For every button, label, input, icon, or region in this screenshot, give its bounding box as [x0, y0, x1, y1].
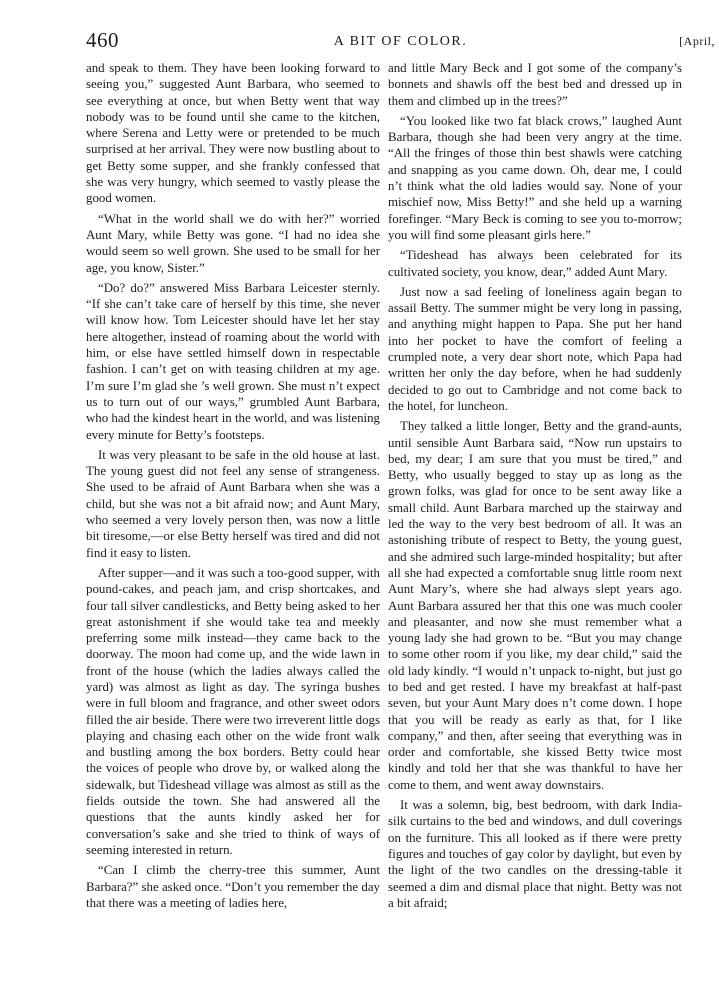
- right-column: [388, 60, 682, 915]
- paragraph: “Tideshead has always been celebrated for its cultivated society, you know, dear,” added Aunt Mary.: [388, 248, 682, 279]
- running-header: [86, 28, 715, 54]
- paragraph: They talked a little longer, Betty and the grand-aunts, until sensible Aunt Barbara said, “Now run upstairs to bed, my dear; I am sure that you must be tired,” and Betty, who usually begged to stay up as long as the grown folks, was glad for once to be sent away like a small child. Aunt Barbara marched up the stairway and led the way to the very best bedroom of all. It was an astonishing tribute of respect to Betty, the young guest, and she admired such large-minded hospitality; but after all she had expected a comfortable snug little room next Aunt Mary’s, where she had always slept years ago. Aunt Barbara assured her that this one was much cooler and pleasanter, and now she must remember what a young lady she had grown to be. “But you may change to some other room if you like, my dear child,” said the old lady kindly. “I would n’t unpack to-night, but just go to bed and get rested. I have my breakfast at half-past seven, but your Aunt Mary does n’t come down. I hope that you will be ready as early as that, for I like company,” and then, after seeing that everything was in order and comfortable, she kissed Betty twice most kindly and told her that she was thankful to have her come to them, and went away downstairs.: [388, 419, 682, 792]
- paragraph: After supper—and it was such a too-good supper, with pound-cakes, and peach jam, and crisp shortcakes, and four tall silver candlesticks, and Betty being asked to her great astonishment if she would take tea and meekly preferring some milk instead—they came back to the doorway. The moon had come up, and the wide lawn in front of the house (which the ladies always called the yard) was almost as light as day. The syringa bushes were in full bloom and fragrance, and other sweet odors filled the air beside. There were two irreverent little dogs playing and chasing each other on the wide front walk and bustling among the box borders. Betty could hear the voices of people who drove by, or walked along the sidewalk, but Tideshead village was almost as still as the fields outside the town. She had answered all the questions that the aunts kindly asked her for conversation’s sake and she tried to think of ways of seeming interested in return.: [86, 565, 380, 857]
- paragraph: Just now a sad feeling of loneliness again began to assail Betty. The summer might be very long in passing, and anything might happen to Papa. She put her hand into her pocket to have the comfort of feeling a crumpled note, a very dear short note, which Papa had written her only the day before, when he had suddenly decided to go out to Cambridge and not come back to the hotel, for luncheon.: [388, 284, 682, 413]
- running-title: A BIT OF COLOR.: [333, 34, 468, 49]
- left-column: [86, 60, 380, 915]
- paragraph: “You looked like two fat black crows,” laughed Aunt Barbara, though she had been very angry at the time. “All the fringes of those thin best shawls were catching and snapping as you came down. Oh, dear me, I could n’t think what the old ladies would say. None of your mischief now, Miss Betty!” and she held up a warning forefinger. “Mary Beck is coming to see you to-morrow; you will find some pleasant girls here.”: [388, 113, 682, 242]
- paragraph: and little Mary Beck and I got some of the company’s bonnets and shawls off the best bed and dressed up in them and climbed up in the trees?”: [388, 61, 682, 108]
- paragraph: “Do? do?” answered Miss Barbara Leicester sternly. “If she can’t take care of herself by this time, she never will know how. Tom Leicester should have let her stay here altogether, instead of roaming about the world with him, or else have settled himself down in respectable fashion. I can’t get on with teasing children at my age. I’m sure I’m glad she ’s well grown. She must n’t expect us to turn out of our ways,” grumbled Aunt Barbara, who had the kindest heart in the world, and was listening every minute for Betty’s footsteps.: [86, 280, 380, 442]
- paragraph: and speak to them. They have been looking forward to seeing you,” suggested Aunt Barbara, who seemed to see everything at once, but when Betty went that way nobody was to be found until she came to the kitchen, where Serena and Letty were or pretended to be much surprised at her arrival. They were now bustling about to get Betty some supper, and she frankly confessed that she was very hungry, which seemed to vastly please the good women.: [86, 61, 380, 206]
- issue-month: [April,: [679, 34, 715, 48]
- paragraph: “What in the world shall we do with her?” worried Aunt Mary, while Betty was gone. “I had no idea she would seem so well grown. She used to be small for her age, you know, Sister.”: [86, 211, 380, 275]
- paragraph: “Can I climb the cherry-tree this summer, Aunt Barbara?” she asked once. “Don’t you remember the day that there was a meeting of ladies here,: [86, 863, 380, 910]
- paragraph: It was a solemn, big, best bedroom, with dark India-silk curtains to the bed and windows, and dull coverings on the furniture. This all looked as if there were pretty figures and touches of gay color by daylight, but even by the light of the two candles on the dressing-table it seemed a dim and dismal place that night. Betty was not a bit afraid;: [388, 798, 682, 910]
- page-number: 460: [86, 28, 119, 52]
- paragraph: It was very pleasant to be safe in the old house at last. The young guest did not feel any sense of strangeness. She used to be afraid of Aunt Barbara when she was a child, but she was not a bit afraid now; and Aunt Mary, who seemed a very lovely person then, was now a little bit tiresome,—or else Betty herself was tired and did not find it easy to listen.: [86, 447, 380, 560]
